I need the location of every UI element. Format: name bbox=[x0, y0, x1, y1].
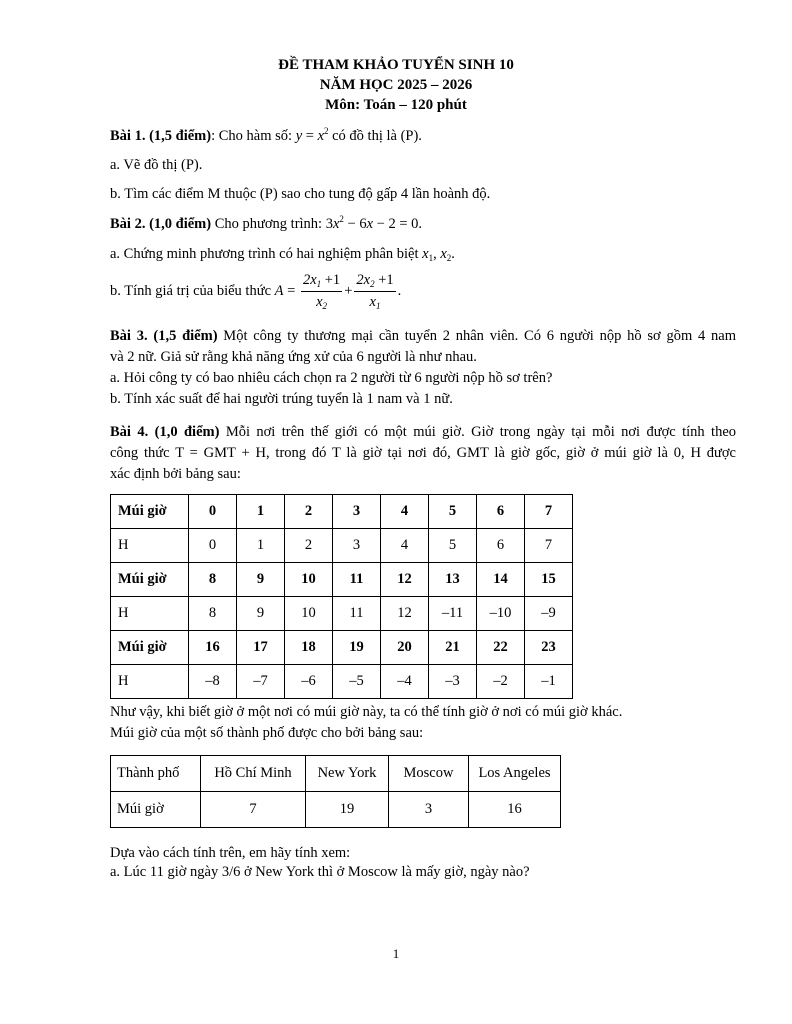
city-table-cell: 3 bbox=[389, 792, 469, 828]
timezone-cell: 1 bbox=[237, 529, 285, 563]
bai3-part-a: a. Hỏi công ty có bao nhiêu cách chọn ra 2 người từ 6 người nộp hồ sơ trên? bbox=[110, 370, 553, 386]
timezone-cell: 23 bbox=[525, 631, 573, 665]
timezone-cell: 14 bbox=[477, 563, 525, 597]
fraction-2: $\frac{2x_2 +1}{x_1}$ bbox=[356, 272, 394, 311]
bai1-part-a: a. Vẽ đồ thị (P). bbox=[110, 157, 203, 173]
timezone-row-label: Múi giờ bbox=[111, 563, 189, 597]
bai2-part-a: a. Chứng minh phương trình có hai nghiệm phân biệt $x_1$, $x_2$. bbox=[110, 246, 455, 263]
city-table-header-cell: New York bbox=[306, 756, 389, 792]
bai3-intro-line1: Bài 3. (1,5 điểm) Một công ty thương mại cần tuyển 2 nhân viên. Có 6 người nộp hồ sơ gồm 4 nam bbox=[110, 328, 736, 344]
page-number: 1 bbox=[392, 946, 400, 961]
timezone-cell: 6 bbox=[477, 495, 525, 529]
timezone-cell: –2 bbox=[477, 665, 525, 699]
timezone-cell: 18 bbox=[285, 631, 333, 665]
timezone-cell: 7 bbox=[525, 495, 573, 529]
city-table-header-cell: Hồ Chí Minh bbox=[201, 756, 306, 792]
bai3-title: Bài 3. (1,5 điểm) bbox=[110, 328, 218, 344]
bai4-question-a: a. Lúc 11 giờ ngày 3/6 ở New York thì ở Moscow là mấy giờ, ngày nào? bbox=[110, 864, 530, 880]
timezone-cell: –3 bbox=[429, 665, 477, 699]
timezone-table-row bbox=[111, 665, 573, 699]
timezone-cell: 9 bbox=[237, 597, 285, 631]
timezone-cell: 8 bbox=[189, 563, 237, 597]
timezone-row-label: H bbox=[111, 529, 189, 563]
timezone-cell: –11 bbox=[429, 597, 477, 631]
city-table-cell: 16 bbox=[469, 792, 561, 828]
school-year: NĂM HỌC 2025 – 2026 bbox=[319, 77, 473, 93]
timezone-table-row bbox=[111, 495, 573, 529]
bai4-intro-line3: xác định bởi bảng sau: bbox=[110, 466, 241, 482]
timezone-cell: 21 bbox=[429, 631, 477, 665]
bai2-part-b: b. Tính giá trị của biểu thức A = $\frac{2x_1 +1}{x_2}$ + $\frac{2x_2 +1}{x_1}$ . bbox=[110, 272, 402, 311]
bai1-part-b: b. Tìm các điểm M thuộc (P) sao cho tung độ gấp 4 lần hoành độ. bbox=[110, 186, 491, 202]
timezone-cell: 16 bbox=[189, 631, 237, 665]
city-table-cell: 19 bbox=[306, 792, 389, 828]
timezone-cell: –4 bbox=[381, 665, 429, 699]
timezone-cell: 15 bbox=[525, 563, 573, 597]
timezone-row-label: H bbox=[111, 597, 189, 631]
city-table-data-row bbox=[111, 792, 561, 828]
city-table-cell: Múi giờ bbox=[111, 792, 201, 828]
bai1-title: Bài 1. (1,5 điểm) bbox=[110, 128, 212, 144]
city-table-header-cell: Thành phố bbox=[111, 756, 201, 792]
bai4-intro-line1: Bài 4. (1,0 điểm) Mỗi nơi trên thế giới có một múi giờ. Giờ trong ngày tại mỗi nơi được tính theo bbox=[110, 424, 736, 440]
timezone-cell: –7 bbox=[237, 665, 285, 699]
timezone-cell: 2 bbox=[285, 495, 333, 529]
bai1-intro: Bài 1. (1,5 điểm): Cho hàm số: $y = x^2$ có đồ thị là (P). bbox=[110, 126, 422, 144]
bai3-part-b: b. Tính xác suất để hai người trúng tuyển là 1 nam và 1 nữ. bbox=[110, 391, 453, 407]
timezone-cell: 0 bbox=[189, 529, 237, 563]
bai4-question-intro: Dựa vào cách tính trên, em hãy tính xem: bbox=[110, 845, 351, 861]
timezone-cell: 10 bbox=[285, 597, 333, 631]
timezone-cell: 4 bbox=[381, 495, 429, 529]
timezone-table bbox=[110, 494, 573, 699]
timezone-cell: 7 bbox=[525, 529, 573, 563]
timezone-table-row bbox=[111, 631, 573, 665]
timezone-cell: –10 bbox=[477, 597, 525, 631]
timezone-cell: 6 bbox=[477, 529, 525, 563]
bai3-intro-line2: và 2 nữ. Giả sử rằng khả năng ứng xử của 6 người là như nhau. bbox=[110, 349, 477, 365]
timezone-cell: 4 bbox=[381, 529, 429, 563]
timezone-cell: 10 bbox=[285, 563, 333, 597]
city-table-header-cell: Los Angeles bbox=[469, 756, 561, 792]
fraction-1: $\frac{2x_1 +1}{x_2}$ bbox=[302, 272, 341, 311]
timezone-table-row bbox=[111, 563, 573, 597]
exam-title: ĐỀ THAM KHẢO TUYỂN SINH 10 bbox=[278, 57, 514, 73]
timezone-cell: –1 bbox=[525, 665, 573, 699]
timezone-cell: 9 bbox=[237, 563, 285, 597]
bai4-intro-line2: công thức T = GMT + H, trong đó T là giờ tại nơi đó, GMT là giờ gốc, giờ ở múi giờ là 0, H được bbox=[110, 445, 736, 461]
timezone-cell: –9 bbox=[525, 597, 573, 631]
timezone-cell: 8 bbox=[189, 597, 237, 631]
timezone-cell: 0 bbox=[189, 495, 237, 529]
city-table-header-row bbox=[111, 756, 561, 792]
timezone-cell: 11 bbox=[333, 563, 381, 597]
subject-line: Môn: Toán – 120 phút bbox=[325, 97, 467, 113]
timezone-cell: 5 bbox=[429, 495, 477, 529]
timezone-cell: 3 bbox=[333, 495, 381, 529]
timezone-cell: 20 bbox=[381, 631, 429, 665]
timezone-cell: –8 bbox=[189, 665, 237, 699]
timezone-cell: 13 bbox=[429, 563, 477, 597]
bai4-title: Bài 4. (1,0 điểm) bbox=[110, 424, 220, 440]
timezone-table-row bbox=[111, 597, 573, 631]
timezone-table-row bbox=[111, 529, 573, 563]
city-timezone-table bbox=[110, 755, 561, 828]
timezone-row-label: Múi giờ bbox=[111, 631, 189, 665]
timezone-cell: 12 bbox=[381, 563, 429, 597]
timezone-cell: –6 bbox=[285, 665, 333, 699]
timezone-cell: 11 bbox=[333, 597, 381, 631]
timezone-cell: 5 bbox=[429, 529, 477, 563]
city-table-header-cell: Moscow bbox=[389, 756, 469, 792]
timezone-cell: 1 bbox=[237, 495, 285, 529]
city-table-cell: 7 bbox=[201, 792, 306, 828]
timezone-cell: 3 bbox=[333, 529, 381, 563]
timezone-row-label: H bbox=[111, 665, 189, 699]
timezone-row-label: Múi giờ bbox=[111, 495, 189, 529]
timezone-cell: 2 bbox=[285, 529, 333, 563]
timezone-cell: 22 bbox=[477, 631, 525, 665]
bai4-after-line2: Múi giờ của một số thành phố được cho bởi bảng sau: bbox=[110, 725, 424, 741]
bai2-title: Bài 2. (1,0 điểm) bbox=[110, 216, 212, 232]
timezone-cell: 12 bbox=[381, 597, 429, 631]
bai4-after-line1: Như vậy, khi biết giờ ở một nơi có múi giờ này, ta có thể tính giờ ở nơi có múi giờ khác. bbox=[110, 704, 623, 720]
bai2-intro: Bài 2. (1,0 điểm) Cho phương trình: $3x^2 - 6x - 2 = 0$. bbox=[110, 214, 423, 232]
timezone-cell: 19 bbox=[333, 631, 381, 665]
timezone-cell: –5 bbox=[333, 665, 381, 699]
timezone-cell: 17 bbox=[237, 631, 285, 665]
